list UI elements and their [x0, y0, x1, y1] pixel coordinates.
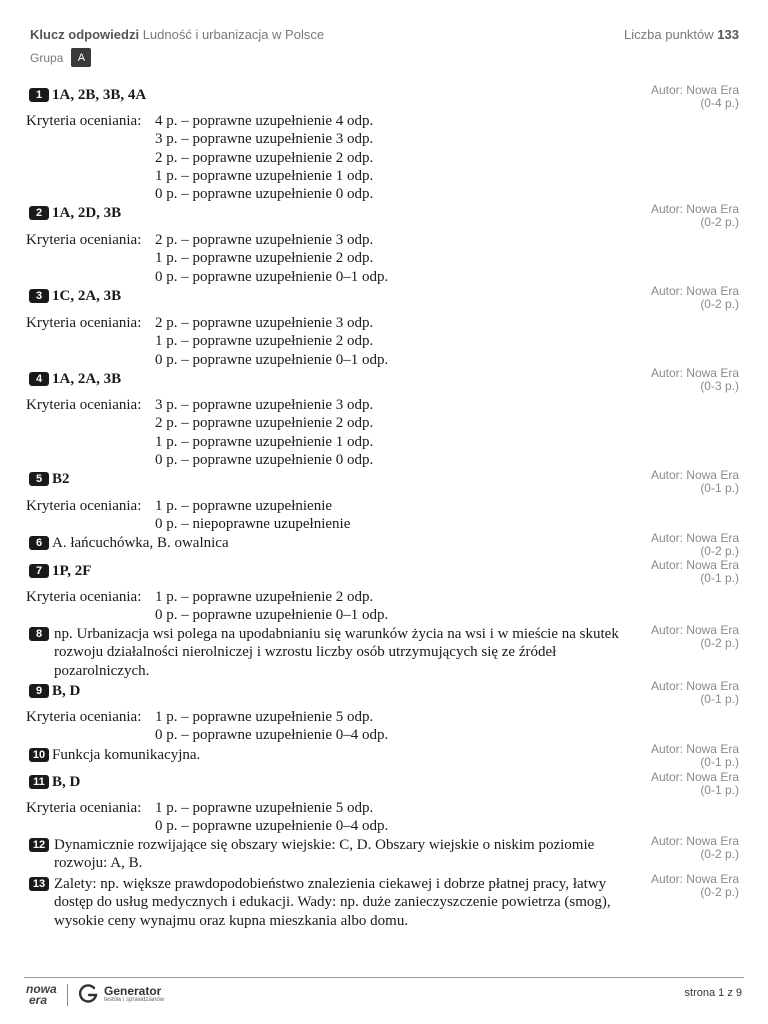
question-number-badge: 1 [29, 88, 49, 102]
author-label: Autor: Nowa Era [650, 770, 739, 784]
document-title [30, 27, 324, 42]
answer-text: B, D [52, 774, 81, 790]
nowa-era-logo [26, 984, 57, 1006]
footer-divider [24, 977, 744, 978]
criteria-label: Kryteria oceniania: [26, 589, 142, 605]
author-label: Autor: Nowa Era [650, 742, 739, 756]
answer-text: 1P, 2F [52, 563, 92, 579]
criteria-label: Kryteria oceniania: [26, 232, 142, 248]
generator-logo [77, 983, 164, 1005]
question-number-badge: 12 [29, 838, 49, 852]
points-range: (0-2 p.) [700, 635, 739, 650]
group-badge: A [71, 48, 91, 67]
criteria-line: 0 p. – niepoprawne uzupełnienie [155, 516, 351, 533]
answer-item-8 [29, 625, 639, 680]
answer-item-3 [29, 287, 639, 305]
points-range: (0-1 p.) [700, 754, 739, 769]
points-label: Liczba punktów [624, 27, 714, 42]
generator-title: Generator [104, 983, 162, 998]
author-label: Autor: Nowa Era [650, 834, 739, 848]
author-info [651, 873, 739, 898]
points-range: (0-1 p.) [700, 570, 739, 585]
criteria-line: 1 p. – poprawne uzupełnienie 2 odp. [155, 250, 374, 267]
points-range: (0-3 p.) [700, 378, 739, 393]
author-info [651, 624, 739, 649]
author-label: Autor: Nowa Era [650, 366, 739, 380]
criteria-line: 0 p. – poprawne uzupełnienie 0–1 odp. [155, 268, 389, 285]
criteria-line: 1 p. – poprawne uzupełnienie 1 odp. [155, 167, 374, 184]
answer-text: Funkcja komunikacyjna. [52, 747, 201, 763]
answer-text: 1C, 2A, 3B [52, 288, 122, 304]
answer-text: np. Urbanizacja wsi polega na upodabnianiu się warunków życia na wsi i w mieście na skutek rozwoju działalności nierolniczej i wzrostu liczby osób utrzymujących się ze źródeł pozarolniczych. [54, 626, 619, 679]
author-label: Autor: Nowa Era [650, 468, 739, 482]
criteria-line: 3 p. – poprawne uzupełnienie 3 odp. [155, 397, 374, 413]
page-number: strona 1 z 9 [684, 987, 742, 999]
criteria-line: 0 p. – poprawne uzupełnienie 0–1 odp. [155, 607, 389, 624]
author-info [651, 743, 739, 768]
criteria-line: 1 p. – poprawne uzupełnienie 2 odp. [155, 333, 374, 350]
author-info [651, 771, 739, 796]
question-number-badge: 2 [29, 206, 49, 220]
logo-word-1: nowa [26, 982, 57, 996]
answer-item-7 [29, 562, 639, 580]
criteria-line: 4 p. – poprawne uzupełnienie 4 odp. [155, 113, 374, 129]
author-info [651, 367, 739, 392]
criteria-line: 0 p. – poprawne uzupełnienie 0–4 odp. [155, 727, 389, 744]
author-info [651, 469, 739, 494]
author-info [651, 835, 739, 860]
title-rest: Ludność i urbanizacja w Polsce [142, 27, 325, 42]
points-range: (0-4 p.) [700, 95, 739, 110]
author-label: Autor: Nowa Era [650, 872, 739, 886]
author-label: Autor: Nowa Era [650, 558, 739, 572]
criteria-line: 2 p. – poprawne uzupełnienie 3 odp. [155, 315, 374, 331]
criteria-line: 3 p. – poprawne uzupełnienie 3 odp. [155, 131, 374, 148]
answer-item-1 [29, 86, 639, 104]
answer-item-5 [29, 470, 639, 488]
author-info [651, 203, 739, 228]
question-number-badge: 10 [29, 748, 49, 762]
author-label: Autor: Nowa Era [650, 623, 739, 637]
answer-item-6 [29, 534, 639, 552]
answer-text: 1A, 2A, 3B [52, 371, 122, 387]
logo-separator [67, 984, 68, 1006]
author-info [651, 680, 739, 705]
question-number-badge: 13 [29, 877, 49, 891]
criteria-line: 0 p. – poprawne uzupełnienie 0–1 odp. [155, 351, 389, 368]
criteria-line: 1 p. – poprawne uzupełnienie 5 odp. [155, 800, 374, 816]
author-label: Autor: Nowa Era [650, 202, 739, 216]
answer-text: Dynamicznie rozwijające się obszary wiejskie: C, D. Obszary wiejskie o niskim poziomie rozwoju: A, B. [54, 837, 595, 872]
criteria-label: Kryteria oceniania: [26, 800, 142, 816]
criteria-label: Kryteria oceniania: [26, 498, 142, 514]
points-range: (0-1 p.) [700, 480, 739, 495]
author-info [651, 285, 739, 310]
answer-text: 1A, 2D, 3B [52, 205, 122, 221]
author-label: Autor: Nowa Era [650, 531, 739, 545]
question-number-badge: 8 [29, 627, 49, 641]
answer-text: B, D [52, 683, 81, 699]
criteria-line: 0 p. – poprawne uzupełnienie 0 odp. [155, 186, 374, 203]
points-total [624, 27, 739, 42]
points-range: (0-2 p.) [700, 884, 739, 899]
author-info [651, 84, 739, 109]
question-number-badge: 6 [29, 536, 49, 550]
question-number-badge: 9 [29, 684, 49, 698]
points-range: (0-2 p.) [700, 296, 739, 311]
answer-text: B2 [52, 471, 70, 487]
author-info [651, 532, 739, 557]
criteria-line: 1 p. – poprawne uzupełnienie 1 odp. [155, 433, 374, 450]
answer-text: Zalety: np. większe prawdopodobieństwo znalezienia ciekawej i dobrze płatnej pracy, łatwy dostęp do usług medycznych i edukacji. Wady: np. duże zanieczyszczenie powietrza (smog), wysokie ceny wynajmu oraz kupna mieszkania albo domu. [54, 876, 611, 929]
criteria-label: Kryteria oceniania: [26, 315, 142, 331]
question-number-badge: 7 [29, 564, 49, 578]
criteria-line: 2 p. – poprawne uzupełnienie 2 odp. [155, 149, 374, 166]
answer-item-4 [29, 370, 639, 388]
question-number-badge: 5 [29, 472, 49, 486]
criteria-line: 2 p. – poprawne uzupełnienie 2 odp. [155, 415, 374, 432]
question-number-badge: 11 [29, 775, 49, 789]
points-range: (0-2 p.) [700, 214, 739, 229]
answer-item-12 [29, 836, 639, 873]
criteria-line: 1 p. – poprawne uzupełnienie [155, 498, 333, 514]
generator-subtitle: testów i sprawdzianów [104, 996, 165, 1003]
criteria-line: 2 p. – poprawne uzupełnienie 3 odp. [155, 232, 374, 248]
criteria-line: 1 p. – poprawne uzupełnienie 2 odp. [155, 589, 374, 605]
author-label: Autor: Nowa Era [650, 284, 739, 298]
group-indicator [30, 48, 91, 67]
points-range: (0-2 p.) [700, 846, 739, 861]
criteria-label: Kryteria oceniania: [26, 113, 142, 129]
author-label: Autor: Nowa Era [650, 679, 739, 693]
answer-item-13 [29, 875, 639, 930]
answer-item-2 [29, 204, 639, 222]
answer-item-9 [29, 682, 639, 700]
question-number-badge: 4 [29, 372, 49, 386]
criteria-label: Kryteria oceniania: [26, 397, 142, 413]
criteria-label: Kryteria oceniania: [26, 709, 142, 725]
answer-item-10 [29, 746, 639, 764]
points-range: (0-2 p.) [700, 543, 739, 558]
criteria-line: 0 p. – poprawne uzupełnienie 0–4 odp. [155, 818, 389, 835]
generator-g-icon [77, 983, 99, 1005]
answer-text: A. łańcuchówka, B. owalnica [52, 535, 229, 551]
criteria-line: 0 p. – poprawne uzupełnienie 0 odp. [155, 451, 374, 468]
points-range: (0-1 p.) [700, 782, 739, 797]
author-label: Autor: Nowa Era [650, 83, 739, 97]
question-number-badge: 3 [29, 289, 49, 303]
points-value: 133 [717, 27, 739, 42]
title-bold: Klucz odpowiedzi [30, 27, 140, 42]
group-label: Grupa [30, 50, 64, 65]
answer-text: 1A, 2B, 3B, 4A [52, 87, 147, 103]
criteria-line: 1 p. – poprawne uzupełnienie 5 odp. [155, 709, 374, 725]
points-range: (0-1 p.) [700, 691, 739, 706]
author-info [651, 559, 739, 584]
logo-word-2: era [29, 993, 48, 1007]
answer-item-11 [29, 773, 639, 791]
